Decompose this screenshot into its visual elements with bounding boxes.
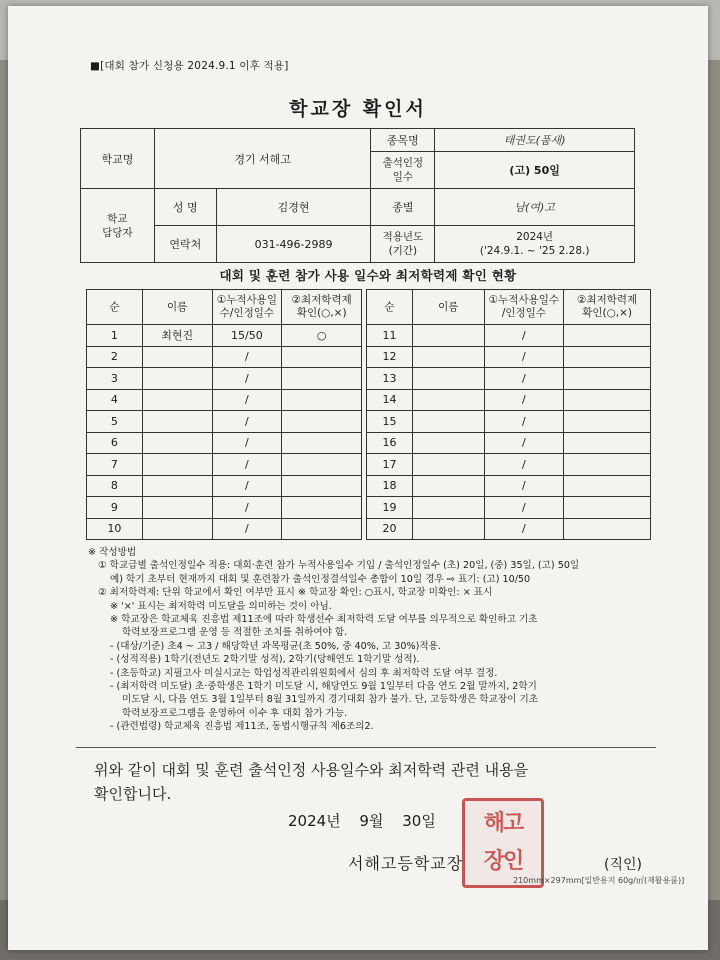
header-days-line1: ①누적사용일	[216, 294, 277, 306]
row-name	[142, 497, 212, 519]
row-no-right: 11	[367, 325, 413, 347]
row-days-right: /	[484, 497, 564, 519]
table-row	[87, 411, 651, 433]
row-check	[282, 432, 362, 454]
row-days: /	[212, 368, 282, 390]
paper-spec: 210mm×297mm[일반용지 60g/㎡(재활용품)]	[513, 876, 685, 885]
note-line: 학력보장프로그램 운영 등 적절한 조치를 취하여야 함.	[122, 627, 348, 639]
row-name	[142, 411, 212, 433]
row-check	[282, 346, 362, 368]
row-no: 4	[87, 389, 143, 411]
year-value	[435, 226, 635, 263]
row-no: 3	[87, 368, 143, 390]
document-date: 2024년 9월 30일	[288, 812, 436, 830]
row-no: 10	[87, 518, 143, 540]
header-days-line2: 수/인정일수	[219, 307, 275, 319]
row-days-right: /	[484, 518, 564, 540]
name-label: 성 명	[154, 189, 216, 226]
divider	[76, 747, 656, 748]
notes-section	[88, 546, 678, 734]
row-check	[282, 389, 362, 411]
seal-label: (직인)	[604, 857, 642, 873]
sport-value: 태권도(품새)	[435, 129, 635, 152]
gender-value: 남(여)고	[435, 189, 635, 226]
row-days-right: /	[484, 411, 564, 433]
year-value-line1: 2024년	[516, 231, 554, 243]
header-name: 이름	[142, 290, 212, 325]
header-academic-right-line1: ②최저학력제	[577, 294, 638, 306]
row-days: 15/50	[212, 325, 282, 347]
manager-label-line1: 학교	[107, 212, 128, 225]
notes-heading: ※ 작성방법	[88, 547, 137, 558]
table-row	[87, 518, 651, 540]
attendance-value: (고) 50일	[435, 152, 635, 189]
row-days: /	[212, 475, 282, 497]
row-name-right	[412, 432, 484, 454]
header-days	[212, 290, 282, 325]
manager-label	[81, 189, 155, 263]
confirmation-text	[94, 758, 654, 806]
row-days: /	[212, 411, 282, 433]
row-name-right	[412, 518, 484, 540]
row-check-right	[564, 497, 651, 519]
note-line: - (최저학력 미도달) 초·중학생은 1학기 미도달 시, 해당연도 9월 1일부터 다음 연도 2월 말까지, 2학기	[110, 681, 537, 693]
table-row	[87, 475, 651, 497]
note-line: - (초등학교) 지필고사 미실시교는 학업성적관리위원회에서 심의 후 최저학력 도달 여부 결정.	[110, 667, 498, 679]
row-name	[142, 432, 212, 454]
row-no: 1	[87, 325, 143, 347]
header-days-right-line2: /인정일수	[501, 307, 546, 319]
note-line: 미도달 시, 다음 연도 3월 1일부터 8월 31일까지 경기대회 참가 불가. 단, 고등학생은 학교장이 기초	[122, 694, 538, 706]
row-check-right	[564, 325, 651, 347]
row-days-right: /	[484, 346, 564, 368]
year-label-line1: 적용년도	[382, 231, 424, 243]
row-no: 5	[87, 411, 143, 433]
row-name	[142, 518, 212, 540]
row-name-right	[412, 389, 484, 411]
header-days-right	[484, 290, 564, 325]
row-no: 9	[87, 497, 143, 519]
table-row	[87, 432, 651, 454]
row-no-right: 13	[367, 368, 413, 390]
header-academic	[282, 290, 362, 325]
note-line: - (성적적용) 1학기(전년도 2학기말 성적), 2학기(당해연도 1학기말 성적).	[110, 654, 420, 666]
row-name-right	[412, 454, 484, 476]
attendance-label-line2: 일수	[392, 171, 413, 183]
header-academic-right	[564, 290, 651, 325]
header-days-right-line1: ①누적사용일수	[488, 294, 560, 306]
document-paper	[8, 6, 708, 950]
row-no-right: 18	[367, 475, 413, 497]
row-days-right: /	[484, 389, 564, 411]
confirmation-line2: 확인합니다.	[94, 785, 172, 803]
row-days-right: /	[484, 454, 564, 476]
status-table	[86, 289, 651, 540]
year-label	[371, 226, 435, 263]
year-label-line2: (기간)	[388, 245, 418, 257]
row-no: 8	[87, 475, 143, 497]
table-row	[87, 325, 651, 347]
year-value-line2: ('24.9.1. ~ '25 2.28.)	[479, 245, 590, 257]
row-check-right	[564, 454, 651, 476]
row-days-right: /	[484, 475, 564, 497]
header-academic-right-line2: 확인(○,×)	[582, 307, 632, 319]
table-row	[87, 497, 651, 519]
row-days-right: /	[484, 368, 564, 390]
attendance-label	[371, 152, 435, 189]
school-label: 학교명	[81, 129, 155, 189]
row-check-right	[564, 346, 651, 368]
note-line: - (관련법령) 학교체육 진흥법 제11조, 동법시행규칙 제6조의2.	[110, 721, 374, 733]
header-academic-line1: ②최저학력제	[291, 294, 352, 306]
row-name-right	[412, 475, 484, 497]
row-check	[282, 411, 362, 433]
note-line: ① 학교급별 출석인정일수 적용: 대회·훈련 참가 누적사용일수 기입 / 출석인정일수 (초) 20일, (중) 35일, (고) 50일	[98, 560, 580, 572]
row-no-right: 17	[367, 454, 413, 476]
row-check	[282, 497, 362, 519]
row-days: /	[212, 518, 282, 540]
row-name-right	[412, 497, 484, 519]
row-days-right: /	[484, 432, 564, 454]
note-line: ※ 학교장은 학교체육 진흥법 제11조에 따라 학생선수 최저학력 도달 여부를 의무적으로 확인하고 기초	[110, 614, 538, 626]
row-days: /	[212, 454, 282, 476]
row-check	[282, 518, 362, 540]
school-value: 경기 서해고	[154, 129, 371, 189]
name-value: 김경현	[216, 189, 371, 226]
row-name-right	[412, 346, 484, 368]
row-no-right: 15	[367, 411, 413, 433]
row-name	[142, 454, 212, 476]
row-check-right	[564, 432, 651, 454]
sport-label: 종목명	[371, 129, 435, 152]
row-check-right	[564, 518, 651, 540]
attendance-label-line1: 출석인정	[382, 157, 424, 169]
note-line: - (대상/기준) 초4 ~ 고3 / 해당학년 과목평균(초 50%, 중 40%, 고 30%)적용.	[110, 640, 441, 652]
table-row	[87, 389, 651, 411]
table-row	[87, 454, 651, 476]
principal-name: 서해고등학교장	[348, 854, 464, 873]
info-table	[80, 128, 635, 263]
row-no-right: 14	[367, 389, 413, 411]
row-no-right: 19	[367, 497, 413, 519]
header-name-right: 이름	[412, 290, 484, 325]
row-no-right: 12	[367, 346, 413, 368]
row-check	[282, 368, 362, 390]
row-no-right: 16	[367, 432, 413, 454]
header-no: 순	[87, 290, 143, 325]
row-days: /	[212, 346, 282, 368]
row-check	[282, 454, 362, 476]
contact-label: 연락처	[154, 226, 216, 263]
row-days-right: /	[484, 325, 564, 347]
row-name	[142, 475, 212, 497]
row-name	[142, 346, 212, 368]
row-name: 최현진	[142, 325, 212, 347]
table-row	[87, 346, 651, 368]
note-line: 학력보장프로그램을 운영하여 이수 후 대회 참가 가능.	[122, 707, 348, 719]
row-name-right	[412, 411, 484, 433]
note-line: ② 최저학력제: 단위 학교에서 확인 여부만 표시 ※ 학교장 확인: ○표시, 학교장 미확인: × 표시	[98, 587, 493, 599]
header-no-right: 순	[367, 290, 413, 325]
row-check	[282, 475, 362, 497]
row-check: ○	[282, 325, 362, 347]
official-seal: 해고 장인	[462, 798, 544, 888]
contact-value: 031-496-2989	[216, 226, 371, 263]
gender-label: 종별	[371, 189, 435, 226]
header-academic-line2: 확인(○,×)	[296, 307, 347, 319]
row-name-right	[412, 325, 484, 347]
row-days: /	[212, 497, 282, 519]
table-row	[87, 368, 651, 390]
status-header-row	[87, 290, 651, 325]
confirmation-line1: 위와 같이 대회 및 훈련 출석인정 사용일수와 최저학력 관련 내용을	[94, 761, 529, 779]
row-check-right	[564, 475, 651, 497]
row-no: 2	[87, 346, 143, 368]
row-days: /	[212, 432, 282, 454]
document-title: 학교장 확인서	[289, 98, 427, 120]
row-check-right	[564, 389, 651, 411]
row-check-right	[564, 411, 651, 433]
row-no: 6	[87, 432, 143, 454]
manager-label-line2: 담당자	[102, 226, 133, 239]
row-no: 7	[87, 454, 143, 476]
status-title: 대회 및 훈련 참가 사용 일수와 최저학력제 확인 현황	[219, 268, 517, 283]
note-line: ※ '×' 표시는 최저학력 미도달을 의미하는 것이 아님.	[110, 600, 332, 612]
note-line: 예) 학기 초부터 현재까지 대회 및 훈련참가 출석인정결석일수 총합이 10일 경우 ⇨ 표기: (고) 10/50	[110, 573, 531, 585]
row-check-right	[564, 368, 651, 390]
row-name	[142, 389, 212, 411]
row-days: /	[212, 389, 282, 411]
row-name-right	[412, 368, 484, 390]
row-no-right: 20	[367, 518, 413, 540]
row-name	[142, 368, 212, 390]
header-note: ■[대회 참가 신청용 2024.9.1 이후 적용]	[90, 60, 289, 72]
